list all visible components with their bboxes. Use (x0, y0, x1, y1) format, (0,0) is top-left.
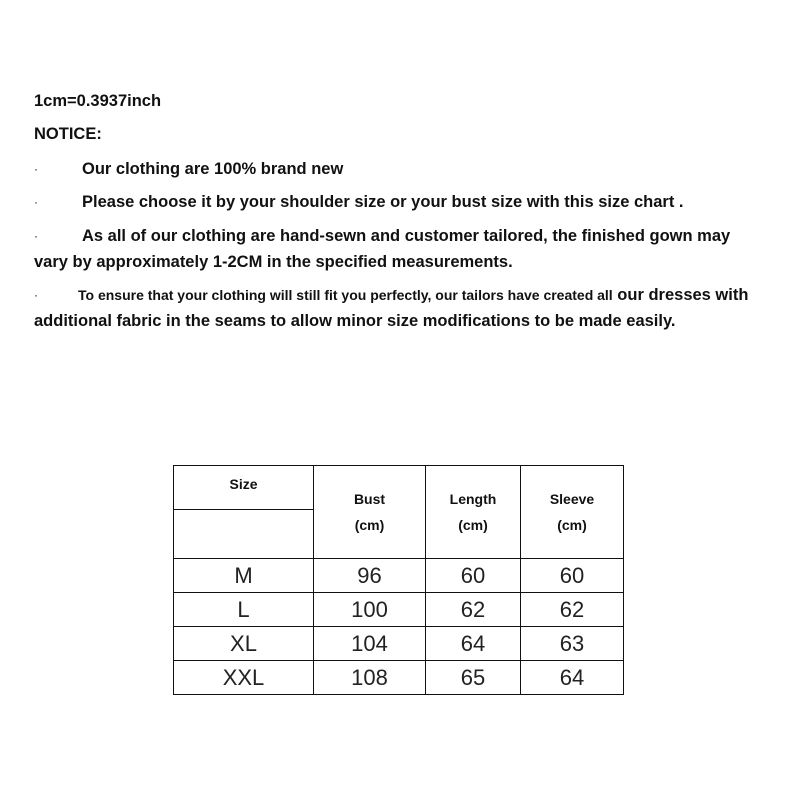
header-length (426, 466, 521, 559)
cell-bust: 100 (314, 593, 426, 627)
header-length-unit: (cm) (458, 517, 488, 533)
cell-size: M (174, 559, 314, 593)
table-row (174, 593, 624, 627)
size-chart-table (173, 465, 624, 695)
notice-item (34, 189, 754, 215)
table-row (174, 627, 624, 661)
unit-conversion: 1cm=0.3937inch (34, 92, 162, 110)
header-sleeve-unit: (cm) (557, 517, 587, 533)
cell-size: L (174, 593, 314, 627)
bullet-marker: · (34, 195, 38, 209)
cell-bust: 108 (314, 661, 426, 695)
header-sleeve-label: Sleeve (549, 491, 595, 507)
notice-item-text-small: To ensure that your clothing will still fit you perfectly, our tailors have created all (78, 287, 613, 303)
notice-item (34, 156, 754, 182)
notice-item-text: our dresses with additional fabric in the seams to allow minor size modifications to be made easily. (34, 286, 749, 330)
bullet-marker: · (34, 229, 38, 243)
notice-item (34, 282, 754, 334)
bullet-marker: · (34, 162, 38, 176)
notice-item (34, 223, 754, 275)
cell-length: 62 (426, 593, 521, 627)
cell-sleeve: 63 (521, 627, 624, 661)
notice-item-text: Our clothing are 100% brand new (82, 160, 344, 178)
cell-length: 60 (426, 559, 521, 593)
header-sleeve (521, 466, 624, 559)
header-bust-unit: (cm) (354, 517, 385, 533)
bullet-marker: · (34, 288, 38, 302)
cell-bust: 96 (314, 559, 426, 593)
table-header-row (174, 466, 624, 510)
header-size-blank (174, 510, 314, 559)
header-length-label: Length (449, 491, 497, 507)
cell-length: 64 (426, 627, 521, 661)
table-row (174, 559, 624, 593)
header-bust-label: Bust (353, 491, 386, 507)
header-bust (314, 466, 426, 559)
table-row (174, 661, 624, 695)
cell-sleeve: 62 (521, 593, 624, 627)
cell-bust: 104 (314, 627, 426, 661)
notice-item-text: As all of our clothing are hand-sewn and customer tailored, the finished gown may vary by approximately 1-2CM in the specified measurements. (34, 227, 731, 271)
cell-sleeve: 64 (521, 661, 624, 695)
notice-title: NOTICE: (34, 125, 102, 143)
notice-item-text: Please choose it by your shoulder size or your bust size with this size chart . (82, 193, 684, 211)
cell-size: XXL (174, 661, 314, 695)
cell-length: 65 (426, 661, 521, 695)
cell-sleeve: 60 (521, 559, 624, 593)
cell-size: XL (174, 627, 314, 661)
header-size: Size (174, 466, 314, 510)
